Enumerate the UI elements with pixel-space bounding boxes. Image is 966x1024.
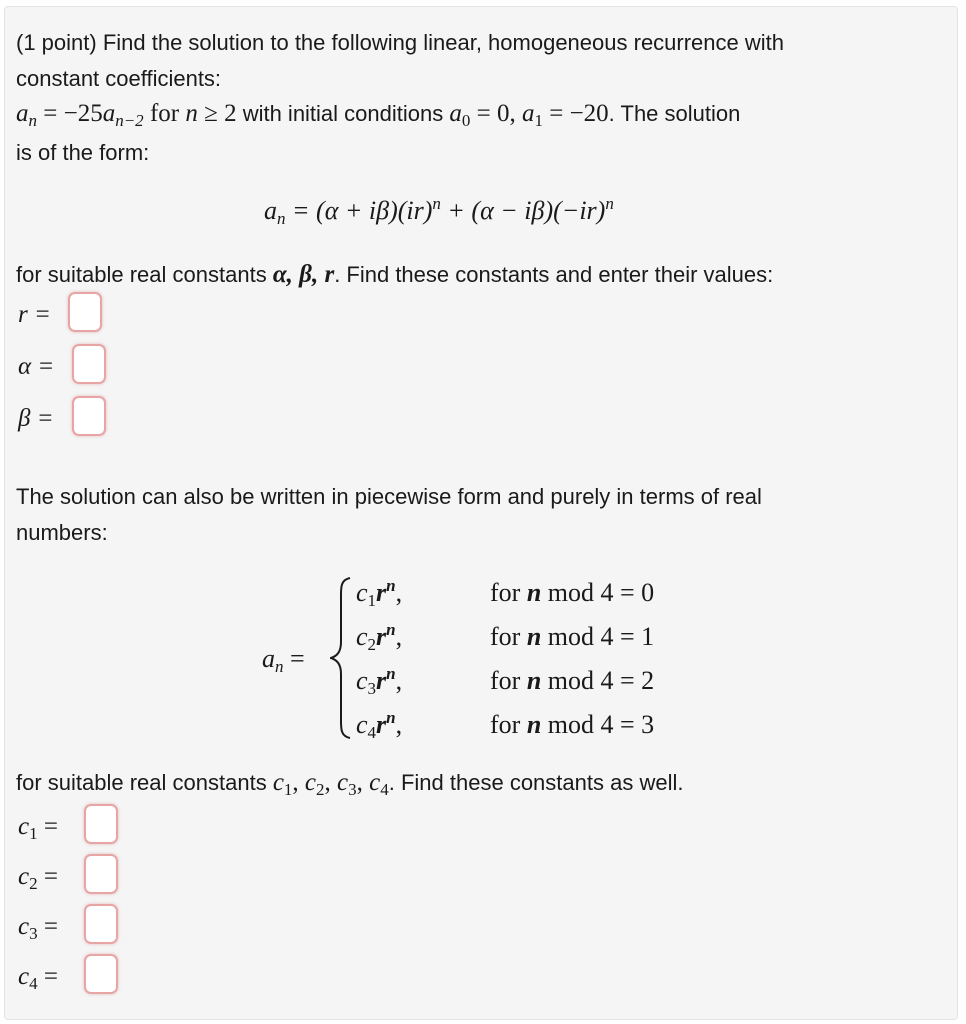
rec-for: for <box>143 100 186 127</box>
case-condition-3 <box>490 666 654 696</box>
label-c-eq: = <box>37 813 58 840</box>
case-c: c <box>356 622 368 651</box>
piecewise-line-2: numbers: <box>16 520 108 545</box>
c-var-sub: 2 <box>316 780 325 799</box>
rec-a2: a <box>102 100 116 127</box>
cond-for: for <box>490 578 527 607</box>
c-var: c <box>272 769 284 796</box>
case-sup: n <box>386 708 396 727</box>
label-c-eq: = <box>37 863 58 890</box>
cond-n: n <box>526 666 542 695</box>
rec-n: n <box>185 100 198 127</box>
cond-rest: mod 4 = 3 <box>541 710 655 739</box>
label-c1 <box>18 812 58 842</box>
r-input[interactable] <box>68 292 102 332</box>
case-r: r <box>376 666 387 695</box>
c-constants-line <box>16 769 684 799</box>
intro-line-1: (1 point) Find the solution to the following linear, homogeneous recurrence with <box>16 30 785 55</box>
find-tail: . Find these constants and enter their values: <box>334 262 774 287</box>
case-r: r <box>376 622 387 651</box>
case-expr-4 <box>356 710 402 740</box>
c2-input[interactable] <box>84 854 118 894</box>
label-c-sub: 3 <box>29 924 38 943</box>
eq1-sup1: n <box>432 194 441 213</box>
rec-a1-sub: 1 <box>534 111 543 130</box>
c-sep: , <box>324 769 338 796</box>
label-c-var: c <box>18 913 30 940</box>
case-r: r <box>376 578 387 607</box>
case-comma: , <box>395 578 403 607</box>
c-list <box>272 769 389 799</box>
c-text: for suitable real constants <box>16 770 273 795</box>
label-c-var: c <box>18 863 30 890</box>
label-c4 <box>18 962 58 992</box>
label-c-sub: 2 <box>29 874 38 893</box>
eq1-rhs-a: = (α + iβ)(ir) <box>285 196 433 225</box>
c-var: c <box>304 769 317 796</box>
case-sup: n <box>386 664 396 683</box>
rec-a2-sub: n−2 <box>115 111 144 130</box>
eq1-rhs-b: + (α − iβ)(−ir) <box>440 196 606 225</box>
rec-a0: a <box>449 100 462 127</box>
c3-input[interactable] <box>84 904 118 944</box>
cond-n: n <box>526 710 542 739</box>
case-c-sub: 2 <box>367 635 377 654</box>
cond-rest: mod 4 = 0 <box>541 578 655 607</box>
case-condition-2 <box>490 622 654 652</box>
case-expr-3 <box>356 666 402 696</box>
case-condition-1 <box>490 578 654 608</box>
c1-input[interactable] <box>84 804 118 844</box>
form-line: is of the form: <box>16 140 150 165</box>
c-var-sub: 1 <box>283 780 293 799</box>
case-c: c <box>356 666 368 695</box>
cond-rest: mod 4 = 1 <box>541 622 655 651</box>
c-var: c <box>369 769 381 796</box>
case-condition-4 <box>490 710 654 740</box>
pw-lhs-sub: n <box>275 657 284 676</box>
cond-for: for <box>490 666 527 695</box>
case-c: c <box>356 710 368 739</box>
recurrence-line <box>16 100 741 130</box>
pw-lhs-a: a <box>262 644 275 673</box>
rec-a1: a <box>521 100 535 127</box>
cond-n: n <box>526 578 542 607</box>
cond-for: for <box>490 622 527 651</box>
find-vars: α, β, r <box>272 261 335 288</box>
case-expr-1 <box>356 578 402 608</box>
label-c3 <box>18 912 58 942</box>
case-c: c <box>356 578 368 607</box>
find-constants-line <box>16 262 773 288</box>
pw-eq: = <box>283 644 305 673</box>
label-r: r = <box>18 301 51 328</box>
piecewise-lhs <box>262 644 305 674</box>
case-c-sub: 1 <box>367 591 377 610</box>
case-comma: , <box>395 666 403 695</box>
c-tail: . Find these constants as well. <box>388 770 684 795</box>
c-var-sub: 4 <box>380 780 389 799</box>
rec-tail: . The solution <box>608 101 741 126</box>
rec-with-text: with initial conditions <box>236 101 450 126</box>
solution-form-equation <box>264 196 614 226</box>
case-r: r <box>376 710 387 739</box>
eq1-lhs-sub: n <box>277 209 286 228</box>
case-comma: , <box>395 622 403 651</box>
case-c-sub: 3 <box>367 679 377 698</box>
intro-line-2: constant coefficients: <box>16 66 222 91</box>
case-sup: n <box>386 620 396 639</box>
c-var-sub: 3 <box>348 780 357 799</box>
piecewise-line-1: The solution can also be written in piecewise form and purely in terms of real <box>16 484 762 509</box>
label-c-sub: 4 <box>29 974 38 993</box>
label-c-eq: = <box>37 913 58 940</box>
rec-geq: ≥ 2 <box>197 100 237 127</box>
rec-a-sub: n <box>28 111 37 130</box>
cond-rest: mod 4 = 2 <box>541 666 655 695</box>
find-text: for suitable real constants <box>16 262 273 287</box>
label-beta: β = <box>18 405 54 432</box>
cond-n: n <box>526 622 542 651</box>
case-sup: n <box>386 576 396 595</box>
case-comma: , <box>395 710 403 739</box>
cond-for: for <box>490 710 527 739</box>
beta-input[interactable] <box>72 396 106 436</box>
case-expr-2 <box>356 622 402 652</box>
label-c-sub: 1 <box>29 824 38 843</box>
label-c-var: c <box>18 813 30 840</box>
piecewise-brace <box>330 576 352 740</box>
label-c-eq: = <box>37 963 58 990</box>
case-c-sub: 4 <box>367 723 377 742</box>
alpha-input[interactable] <box>72 344 106 384</box>
rec-eq0: = 0, <box>470 100 522 127</box>
label-c-var: c <box>18 963 30 990</box>
c-sep: , <box>292 769 305 796</box>
eq1-lhs: a <box>264 196 277 225</box>
c-sep: , <box>356 769 370 796</box>
label-c2 <box>18 862 58 892</box>
rec-a0-sub: 0 <box>461 111 471 130</box>
eq1-sup2: n <box>605 194 614 213</box>
rec-eq1: = −20 <box>542 100 609 127</box>
rec-a: a <box>16 100 29 127</box>
label-alpha: α = <box>18 353 55 380</box>
c4-input[interactable] <box>84 954 118 994</box>
c-var: c <box>337 769 349 796</box>
rec-eq: = −25 <box>37 100 103 127</box>
